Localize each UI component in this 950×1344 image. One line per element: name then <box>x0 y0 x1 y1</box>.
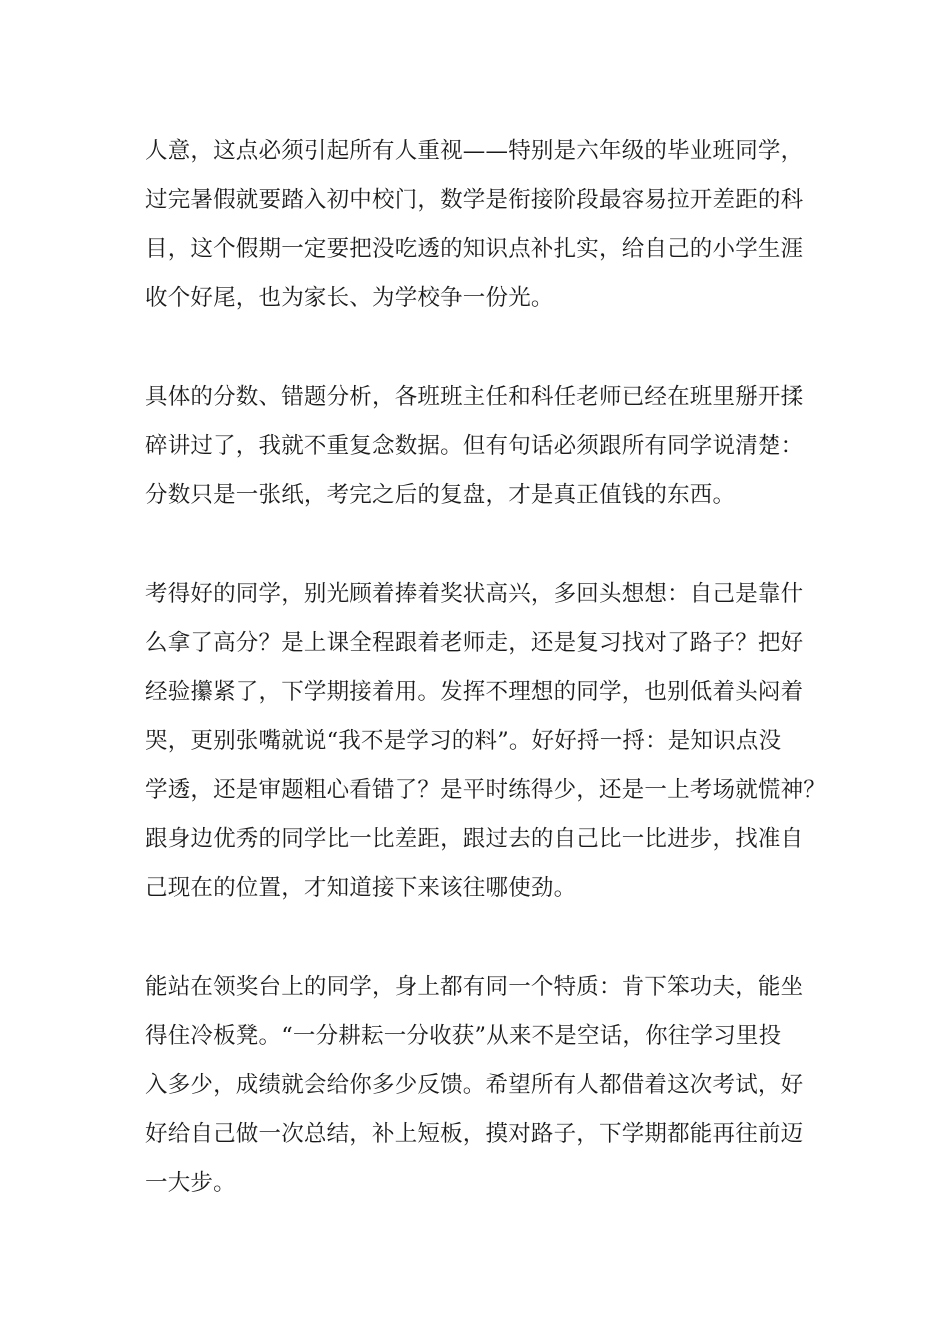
document-body <box>145 133 845 1214</box>
paragraph-1 <box>145 133 845 329</box>
text-line: 分数只是一张纸，考完之后的复盘，才是真正值钱的东西。 <box>145 482 736 508</box>
text-line: 么拿了高分？是上课全程跟着老师走，还是复习找对了路子？把好 <box>145 630 804 656</box>
text-line: 跟身边优秀的同学比一比差距，跟过去的自己比一比进步，找准自 <box>145 826 804 852</box>
text-line: 哭，更别张嘴就说“我不是学习的料”。好好捋一捋：是知识点没 <box>145 728 782 754</box>
text-line: 人意，这点必须引起所有人重视——特别是六年级的毕业班同学， <box>145 138 804 164</box>
text-line: 己现在的位置，才知道接下来该往哪使劲。 <box>145 875 577 901</box>
text-line: 目，这个假期一定要把没吃透的知识点补扎实，给自己的小学生涯 <box>145 236 804 262</box>
text-line: 入多少，成绩就会给你多少反馈。希望所有人都借着这次考试，好 <box>145 1072 804 1098</box>
text-line: 一大步。 <box>145 1170 236 1196</box>
paragraph-4 <box>145 969 845 1214</box>
text-line: 能站在领奖台上的同学，身上都有同一个特质：肯下笨功夫，能坐 <box>145 974 804 1000</box>
text-line: 得住冷板凳。“一分耕耘一分收获”从来不是空话，你往学习里投 <box>145 1023 782 1049</box>
text-line: 经验攥紧了，下学期接着用。发挥不理想的同学，也别低着头闷着 <box>145 679 804 705</box>
text-line: 学透，还是审题粗心看错了？是平时练得少，还是一上考场就慌神？ <box>145 777 827 803</box>
paragraph-spacer <box>145 526 845 576</box>
text-line: 过完暑假就要踏入初中校门，数学是衔接阶段最容易拉开差距的科 <box>145 187 804 213</box>
text-line: 碎讲过了，我就不重复念数据。但有句话必须跟所有同学说清楚： <box>145 433 804 459</box>
text-line: 具体的分数、错题分析，各班班主任和科任老师已经在班里掰开揉 <box>145 384 804 410</box>
paragraph-2 <box>145 379 845 526</box>
text-line: 考得好的同学，别光顾着捧着奖状高兴，多回头想想：自己是靠什 <box>145 581 804 607</box>
text-line: 好给自己做一次总结，补上短板，摸对路子，下学期都能再往前迈 <box>145 1121 804 1147</box>
paragraph-3 <box>145 576 845 919</box>
paragraph-spacer <box>145 919 845 969</box>
paragraph-spacer <box>145 329 845 379</box>
text-line: 收个好尾，也为家长、为学校争一份光。 <box>145 285 554 311</box>
